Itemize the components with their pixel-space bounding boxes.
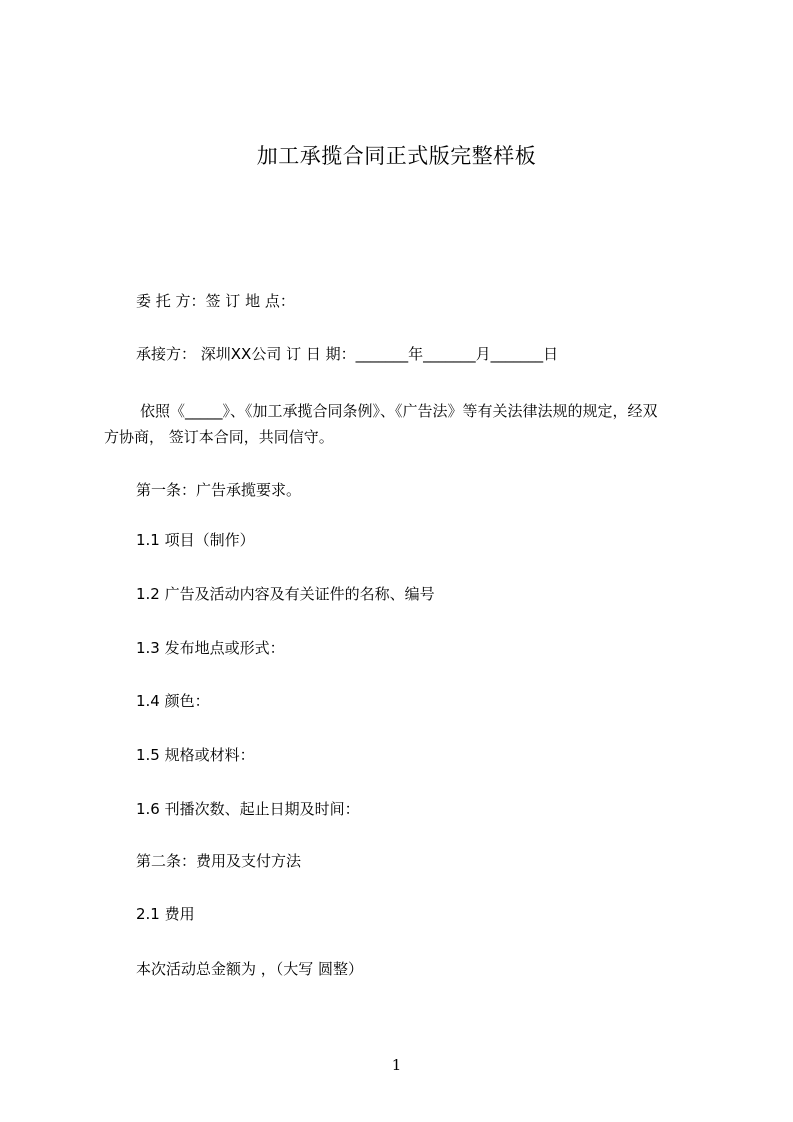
article-1-heading: 第一条：广告承揽要求。 [136, 481, 302, 499]
item-1-3: 1.3 发布地点或形式： [136, 639, 285, 657]
party-line-contractor-date: 承接方： 深圳XX公司 订 日 期：_______年_______月_______日 [136, 345, 559, 363]
intro-line-1: 依照《_____》、《加工承揽合同条例》、《广告法》等有关法律法规的规定，经双 [140, 402, 658, 420]
intro-paragraph [104, 398, 664, 450]
party-line-client-location: 委 托 方：签 订 地 点： [136, 292, 295, 310]
total-amount-line: 本次活动总金额为 ，（大写 圆整） [136, 960, 364, 978]
item-1-1: 1.1 项目（制作） [136, 531, 255, 549]
article-2-heading: 第二条：费用及支付方法 [136, 852, 302, 870]
page-number: 1 [391, 1056, 402, 1074]
intro-line-2: 方协商， 签订本合同，共同信守。 [104, 428, 334, 446]
item-1-5: 1.5 规格或材料： [136, 746, 255, 764]
item-1-2: 1.2 广告及活动内容及有关证件的名称、编号 [136, 585, 435, 603]
document-title: 加工承揽合同正式版完整样板 [256, 144, 537, 168]
item-2-1: 2.1 费用 [136, 905, 195, 923]
item-1-6: 1.6 刊播次数、起止日期及时间： [136, 800, 360, 818]
item-1-4: 1.4 颜色： [136, 692, 210, 710]
